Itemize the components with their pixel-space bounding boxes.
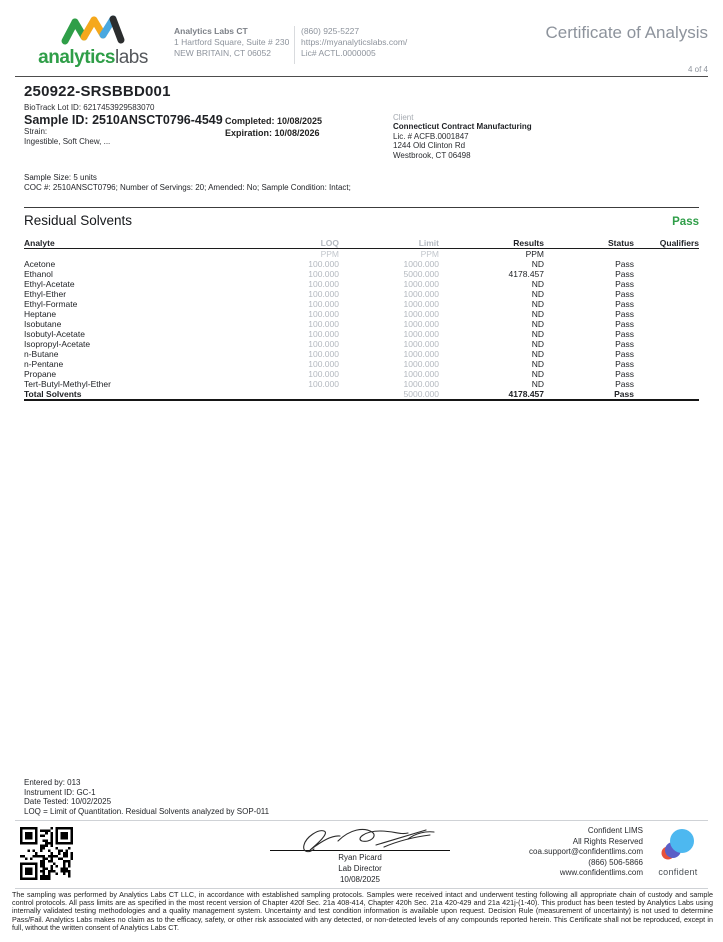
cell-qualifiers — [634, 339, 699, 349]
header-divider — [15, 76, 708, 77]
sample-id-block — [24, 112, 225, 160]
cell-limit: 1000.000 — [403, 379, 439, 389]
table-row — [24, 369, 699, 379]
cell-results: ND — [531, 319, 544, 329]
lab-address-line1: 1 Hartford Square, Suite # 230 — [174, 37, 290, 47]
cell-limit: 1000.000 — [403, 279, 439, 289]
lims-website: www.confidentlims.com — [559, 868, 643, 877]
cell-analyte: Acetone — [24, 259, 56, 269]
dates-block — [225, 112, 393, 160]
col-header-status: Status — [544, 238, 634, 249]
cell-limit: 1000.000 — [403, 369, 439, 379]
signer-title: Lab Director — [338, 864, 382, 873]
cell-status: Pass — [615, 309, 634, 319]
client-name: Connecticut Contract Manufacturing — [393, 122, 532, 131]
col-header-loq: LOQ — [274, 238, 339, 249]
confident-logo-icon — [658, 828, 698, 862]
cell-qualifiers — [634, 299, 699, 309]
cell-loq: 100.000 — [308, 269, 339, 279]
table-units-row — [24, 249, 699, 260]
lab-address-block — [174, 13, 290, 59]
cell-status: Pass — [615, 259, 634, 269]
loq-note: LOQ = Limit of Quantitation. Residual Solvents analyzed by SOP-011 — [24, 806, 270, 816]
lab-logo-zigzag-icon — [60, 13, 126, 49]
table-row — [24, 359, 699, 369]
client-block — [393, 112, 699, 160]
client-address-line2: Westbrook, CT 06498 — [393, 150, 471, 160]
signature-block — [270, 823, 450, 884]
cell-results: ND — [531, 279, 544, 289]
confident-brand-text: confident — [658, 866, 698, 877]
cell-analyte: Total Solvents — [24, 389, 274, 400]
overall-status-badge: Pass — [672, 216, 699, 228]
lab-logo-wordmark — [20, 49, 166, 67]
table-row — [24, 289, 699, 299]
client-address-line1: 1244 Old Clinton Rd — [393, 141, 466, 150]
cell-limit: 1000.000 — [403, 339, 439, 349]
cell-status: Pass — [615, 329, 634, 339]
lab-address-line2: NEW BRITAIN, CT 06052 — [174, 48, 271, 58]
lab-logo — [20, 13, 166, 67]
cell-analyte: Ethyl-Acetate — [24, 279, 75, 289]
page-number: 4 of 4 — [687, 65, 708, 74]
cell-loq: 100.000 — [308, 309, 339, 319]
cell-results: ND — [531, 379, 544, 389]
cell-qualifiers — [634, 319, 699, 329]
signer-name: Ryan Picard — [338, 853, 382, 862]
cell-qualifiers — [634, 279, 699, 289]
section-title: Residual Solvents — [24, 213, 133, 228]
coc-line: COC #: 2510ANSCT0796; Number of Servings: 20; Amended: No; Sample Condition: Intact; — [24, 182, 351, 192]
cell-analyte: Isobutane — [24, 319, 62, 329]
cell-loq: 100.000 — [308, 349, 339, 359]
table-row — [24, 269, 699, 279]
header — [0, 0, 723, 76]
sample-id: Sample ID: 2510ANSCT0796-4549 — [24, 113, 223, 127]
logo-word-analytics: analytics — [38, 47, 115, 68]
sample-info-row — [24, 112, 699, 160]
cell-results: ND — [531, 349, 544, 359]
cell-loq — [274, 389, 339, 400]
cell-status: Pass — [615, 369, 634, 379]
lab-name: Analytics Labs CT — [174, 26, 248, 36]
col-header-results: Results — [439, 238, 544, 249]
lims-rights: All Rights Reserved — [572, 836, 643, 846]
cell-results: 4178.457 — [439, 389, 544, 400]
cell-limit: 5000.000 — [403, 269, 439, 279]
lab-website: https://myanalyticslabs.com/ — [301, 37, 408, 47]
cell-results: ND — [531, 299, 544, 309]
cell-status: Pass — [615, 279, 634, 289]
table-header-row — [24, 238, 699, 249]
solvent-table-body — [24, 259, 699, 400]
cell-limit: 1000.000 — [403, 289, 439, 299]
cell-results: ND — [531, 339, 544, 349]
lims-phone: (866) 506-5866 — [588, 857, 643, 867]
sample-size: Sample Size: 5 units — [24, 173, 97, 182]
cell-limit: 1000.000 — [403, 299, 439, 309]
cell-qualifiers — [634, 379, 699, 389]
units-limit: PPM — [420, 249, 439, 259]
cell-analyte: Ethanol — [24, 269, 53, 279]
cell-analyte: Ethyl-Ether — [24, 289, 67, 299]
lab-phone: (860) 925-5227 — [301, 26, 360, 36]
client-label: Client — [393, 113, 414, 122]
cell-analyte: Tert-Butyl-Methyl-Ether — [24, 379, 111, 389]
lab-contact-block — [301, 13, 431, 59]
cell-status: Pass — [615, 349, 634, 359]
col-header-limit: Limit — [339, 238, 439, 249]
qr-code — [20, 827, 73, 880]
instrument-id: Instrument ID: GC-1 — [24, 787, 96, 797]
confident-logo — [649, 828, 707, 877]
cell-loq: 100.000 — [308, 339, 339, 349]
lab-license: Lic# ACTL.0000005 — [301, 48, 376, 58]
col-header-qualifiers: Qualifiers — [634, 238, 699, 249]
cell-status: Pass — [615, 289, 634, 299]
entered-by: Entered by: 013 — [24, 778, 81, 787]
completed-date: Completed: 10/08/2025 — [225, 116, 323, 126]
table-row — [24, 389, 699, 400]
strain-label: Strain: — [24, 127, 48, 136]
lims-block — [529, 826, 707, 879]
cell-qualifiers — [634, 309, 699, 319]
footer-notes — [24, 778, 269, 816]
cell-analyte: Isobutyl-Acetate — [24, 329, 85, 339]
table-row — [24, 379, 699, 389]
cell-status: Pass — [615, 299, 634, 309]
cell-status: Pass — [615, 319, 634, 329]
cell-limit: 1000.000 — [403, 319, 439, 329]
cell-loq: 100.000 — [308, 359, 339, 369]
cell-results: ND — [531, 309, 544, 319]
biotrack-lot-id: BioTrack Lot ID: 6217453929583070 — [24, 103, 155, 112]
cell-results: ND — [531, 329, 544, 339]
table-row — [24, 329, 699, 339]
col-header-analyte: Analyte — [24, 238, 274, 249]
lims-name: Confident LIMS — [587, 826, 643, 835]
cell-analyte: Heptane — [24, 309, 57, 319]
cell-analyte: n-Pentane — [24, 359, 64, 369]
cell-analyte: Ethyl-Formate — [24, 299, 78, 309]
cell-limit: 1000.000 — [403, 349, 439, 359]
lims-text-block — [529, 826, 643, 879]
cell-limit: 1000.000 — [403, 329, 439, 339]
client-license: Lic. # ACFB.0001847 — [393, 131, 469, 141]
cell-analyte: Isopropyl-Acetate — [24, 339, 91, 349]
cell-loq: 100.000 — [308, 329, 339, 339]
cell-status: Pass — [615, 339, 634, 349]
header-vertical-divider — [294, 26, 295, 64]
footer-divider-top — [15, 820, 708, 821]
cell-limit: 5000.000 — [339, 389, 439, 400]
cell-qualifiers — [634, 389, 699, 400]
cell-analyte: n-Butane — [24, 349, 59, 359]
table-row — [24, 259, 699, 269]
cell-loq: 100.000 — [308, 369, 339, 379]
product-type: Ingestible, Soft Chew, ... — [24, 136, 111, 146]
cell-qualifiers — [634, 359, 699, 369]
units-results: PPM — [525, 249, 544, 259]
cell-results: ND — [531, 289, 544, 299]
table-row — [24, 349, 699, 359]
cell-limit: 1000.000 — [403, 309, 439, 319]
cell-results: ND — [531, 369, 544, 379]
units-loq: PPM — [320, 249, 339, 259]
cell-status: Pass — [615, 379, 634, 389]
cell-loq: 100.000 — [308, 299, 339, 309]
cell-qualifiers — [634, 369, 699, 379]
table-row — [24, 319, 699, 329]
lims-email: coa.support@confidentlims.com — [529, 847, 643, 856]
cell-qualifiers — [634, 259, 699, 269]
results-section-header — [24, 207, 699, 228]
cell-analyte: Propane — [24, 369, 57, 379]
cell-qualifiers — [634, 329, 699, 339]
expiration-date: Expiration: 10/08/2026 — [225, 128, 320, 138]
document-title: Certificate of Analysis — [545, 23, 708, 42]
cell-results: ND — [531, 259, 544, 269]
cell-qualifiers — [634, 269, 699, 279]
table-row — [24, 279, 699, 289]
table-row — [24, 339, 699, 349]
cell-limit: 1000.000 — [403, 259, 439, 269]
date-tested: Date Tested: 10/02/2025 — [24, 797, 112, 806]
cell-loq: 100.000 — [308, 289, 339, 299]
cell-status: Pass — [615, 359, 634, 369]
cell-qualifiers — [634, 289, 699, 299]
table-row — [24, 309, 699, 319]
cell-results: 4178.457 — [508, 269, 544, 279]
footer-divider-bottom — [15, 888, 708, 889]
cell-limit: 1000.000 — [403, 359, 439, 369]
table-row — [24, 299, 699, 309]
cell-status: Pass — [544, 389, 634, 400]
cell-loq: 100.000 — [308, 259, 339, 269]
disclaimer-text: The sampling was performed by Analytics Labs CT LLC, in accordance with established sampling protocols. Samples were received intact and underwent testing following all appropriate chain of custody and sample control protocols. All pass limits are as specified in the most recent version of Chapter 420f Sec. 21a 408-414, Chapter 420h Sec. 21a 420-429 and 21a 421j-(1-40). This product has been tested by Analytics Labs using internally validated testing methodologies and a quality management system. Uncertainty and test condition information is available upon request. Decision Rule (measurement of uncertainty) is not used to determine Pass/Fail. Analytics Labs makes no claim as to the efficacy, safety, or other risk associated with any detected, or non-detected levels of any compounds reported herein. This Certificate shall not be reproduced, except in full, without the written consent of Analytics Labs CT. — [12, 890, 713, 932]
document-meta — [431, 13, 708, 74]
solvents-table — [24, 238, 699, 401]
logo-word-labs: labs — [114, 47, 148, 68]
cell-results: ND — [531, 359, 544, 369]
cell-qualifiers — [634, 349, 699, 359]
batch-id-title: 250922-SRSBBD001 — [24, 83, 171, 100]
cell-loq: 100.000 — [308, 279, 339, 289]
cell-loq: 100.000 — [308, 319, 339, 329]
signature-date: 10/08/2025 — [339, 875, 381, 884]
signature-line — [270, 850, 450, 851]
cell-loq: 100.000 — [308, 379, 339, 389]
cell-status: Pass — [615, 269, 634, 279]
